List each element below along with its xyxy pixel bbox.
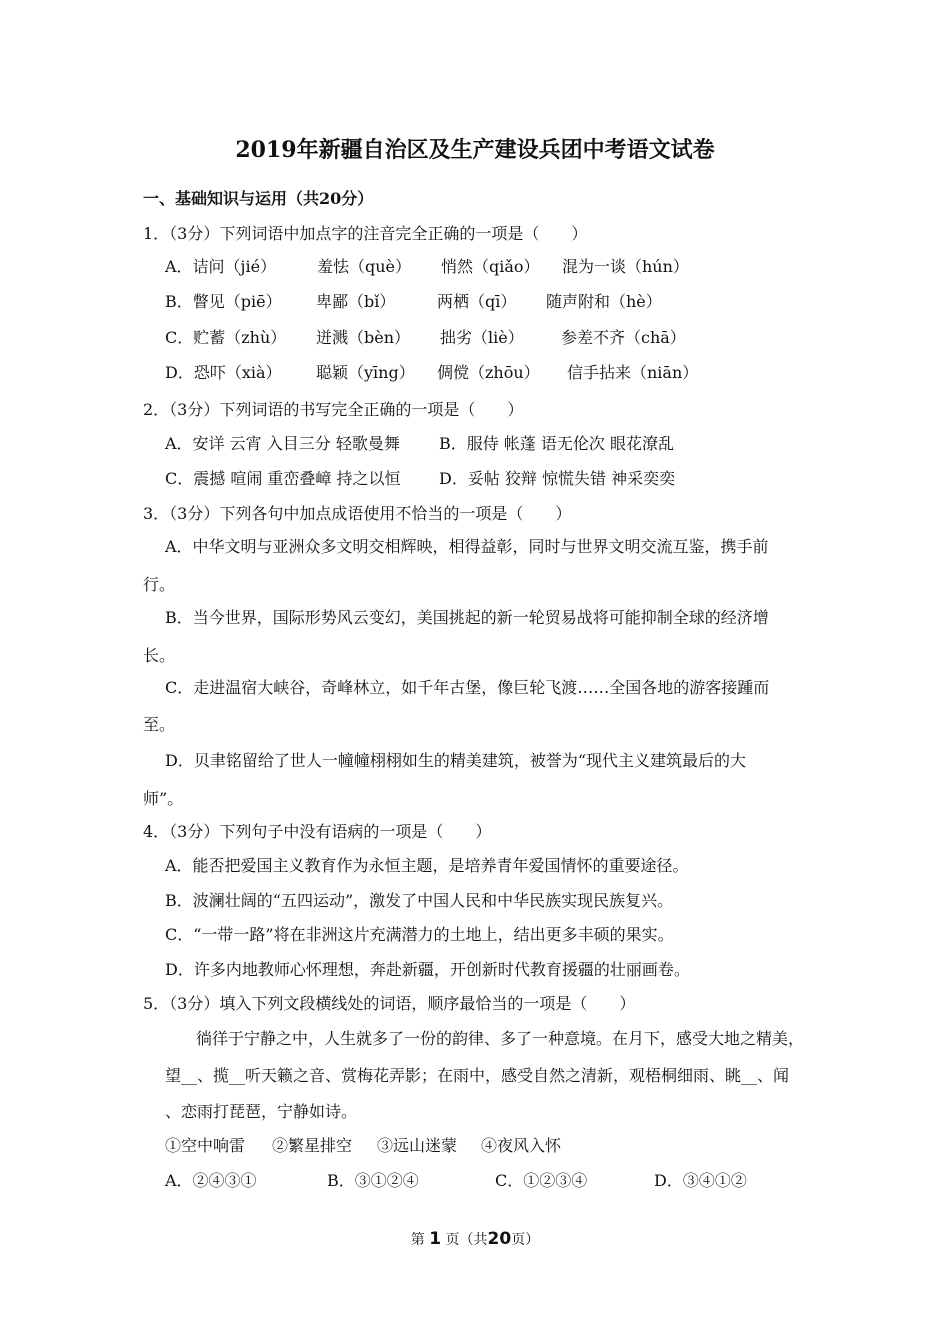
q3-option-c-line2: 至。 bbox=[143, 715, 176, 734]
q4-option-c: C．“一带一路”将在非洲这片充满潜力的土地上，结出更多丰硕的果实。 bbox=[165, 925, 674, 944]
q1-option-b-3: 两栖（qī） bbox=[437, 292, 517, 311]
q2-option-a: A．安详 云宵 入目三分 轻歌曼舞 bbox=[165, 434, 400, 453]
q5-item-3: ③远山迷蒙 bbox=[377, 1136, 458, 1155]
question-4-stem: 4．（3分）下列句子中没有语病的一项是（ ） bbox=[143, 822, 492, 841]
footer-prefix: 第 bbox=[410, 1232, 425, 1248]
q1-option-a-1: A．诘问（jié） bbox=[165, 257, 277, 276]
question-2-stem: 2．（3分）下列词语的书写完全正确的一项是（ ） bbox=[143, 400, 524, 419]
q5-item-1: ①空中响雷 bbox=[165, 1136, 246, 1155]
footer-total-pages: 20 bbox=[487, 1229, 512, 1249]
q4-option-b: B．波澜壮阔的“五四运动”，激发了中国人民和中华民族实现民族复兴。 bbox=[165, 891, 674, 910]
q5-passage-line3: 、恋雨打琵琶，宁静如诗。 bbox=[165, 1102, 358, 1121]
q5-item-2: ②繁星排空 bbox=[272, 1136, 353, 1155]
q3-option-d-line2: 师”。 bbox=[143, 789, 184, 808]
q5-item-4: ④夜风入怀 bbox=[481, 1136, 562, 1155]
q1-option-b-4: 随声附和（hè） bbox=[546, 292, 662, 311]
q4-option-d: D．许多内地教师心怀理想，奔赴新疆，开创新时代教育援疆的壮丽画卷。 bbox=[165, 960, 690, 979]
footer-page-number: 1 bbox=[429, 1229, 442, 1249]
q2-option-d: D．妥帖 狡辩 惊慌失错 神采奕奕 bbox=[439, 469, 676, 488]
q5-option-a: A．②④③① bbox=[165, 1171, 257, 1190]
q1-option-d-4: 信手拈来（niān） bbox=[567, 363, 699, 382]
section-heading: 一、基础知识与运用（共20分） bbox=[143, 189, 374, 208]
q1-option-b-1: B．瞥见（piē） bbox=[165, 292, 282, 311]
footer-middle: 页（共 bbox=[445, 1232, 488, 1248]
q1-option-c-1: C．贮蓄（zhù） bbox=[165, 328, 287, 347]
question-3-stem: 3．（3分）下列各句中加点成语使用不恰当的一项是（ ） bbox=[143, 504, 572, 523]
q3-option-a-line2: 行。 bbox=[143, 575, 176, 594]
page-footer bbox=[0, 1229, 950, 1250]
q1-option-d-2: 聪颖（yīng） bbox=[316, 363, 415, 382]
q5-passage-line2: 望__、揽__听天籁之音、赏梅花弄影；在雨中，感受自然之清新，观梧桐细雨、眺__、闻 bbox=[165, 1066, 790, 1085]
footer-suffix: 页） bbox=[511, 1232, 540, 1248]
q1-option-a-3: 悄然（qiǎo） bbox=[441, 257, 540, 276]
question-1-stem: 1．（3分）下列词语中加点字的注音完全正确的一项是（ ） bbox=[143, 224, 588, 243]
q1-option-d-1: D．恐吓（xià） bbox=[165, 363, 282, 382]
q3-option-a-line1: A．中华文明与亚洲众多文明交相辉映，相得益彰，同时与世界文明交流互鉴，携手前 bbox=[165, 537, 769, 556]
page-title: 2019年新疆自治区及生产建设兵团中考语文试卷 bbox=[235, 137, 715, 163]
q3-option-b-line2: 长。 bbox=[143, 646, 176, 665]
question-5-stem: 5．（3分）填入下列文段横线处的词语，顺序最恰当的一项是（ ） bbox=[143, 994, 636, 1013]
q1-option-d-3: 倜傥（zhōu） bbox=[437, 363, 540, 382]
q4-option-a: A．能否把爱国主义教育作为永恒主题，是培养青年爱国情怀的重要途径。 bbox=[165, 856, 689, 875]
q2-option-c: C．震撼 喧闹 重峦叠嶂 持之以恒 bbox=[165, 469, 401, 488]
q1-option-a-4: 混为一谈（hún） bbox=[562, 257, 689, 276]
q5-option-d: D．③④①② bbox=[654, 1171, 747, 1190]
q2-option-b: B．服侍 帐蓬 语无伦次 眼花潦乱 bbox=[439, 434, 675, 453]
q1-option-c-2: 迸溅（bèn） bbox=[316, 328, 411, 347]
q5-option-b: B．③①②④ bbox=[327, 1171, 419, 1190]
q3-option-c-line1: C．走进温宿大峡谷，奇峰林立，如千年古堡，像巨轮飞渡……全国各地的游客接踵而 bbox=[165, 678, 770, 697]
q1-option-c-4: 参差不齐（chā） bbox=[561, 328, 686, 347]
q3-option-b-line1: B．当今世界，国际形势风云变幻，美国挑起的新一轮贸易战将可能抑制全球的经济增 bbox=[165, 608, 769, 627]
q1-option-b-2: 卑鄙（bǐ） bbox=[316, 292, 396, 311]
q5-passage-line1: 徜徉于宁静之中，人生就多了一份的韵律、多了一种意境。在月下，感受大地之精美， bbox=[196, 1029, 805, 1048]
q1-option-c-3: 拙劣（liè） bbox=[440, 328, 524, 347]
q5-option-c: C．①②③④ bbox=[495, 1171, 588, 1190]
q3-option-d-line1: D．贝聿铭留给了世人一幢幢栩栩如生的精美建筑，被誉为“现代主义建筑最后的大 bbox=[165, 751, 747, 770]
q1-option-a-2: 羞怯（què） bbox=[317, 257, 412, 276]
